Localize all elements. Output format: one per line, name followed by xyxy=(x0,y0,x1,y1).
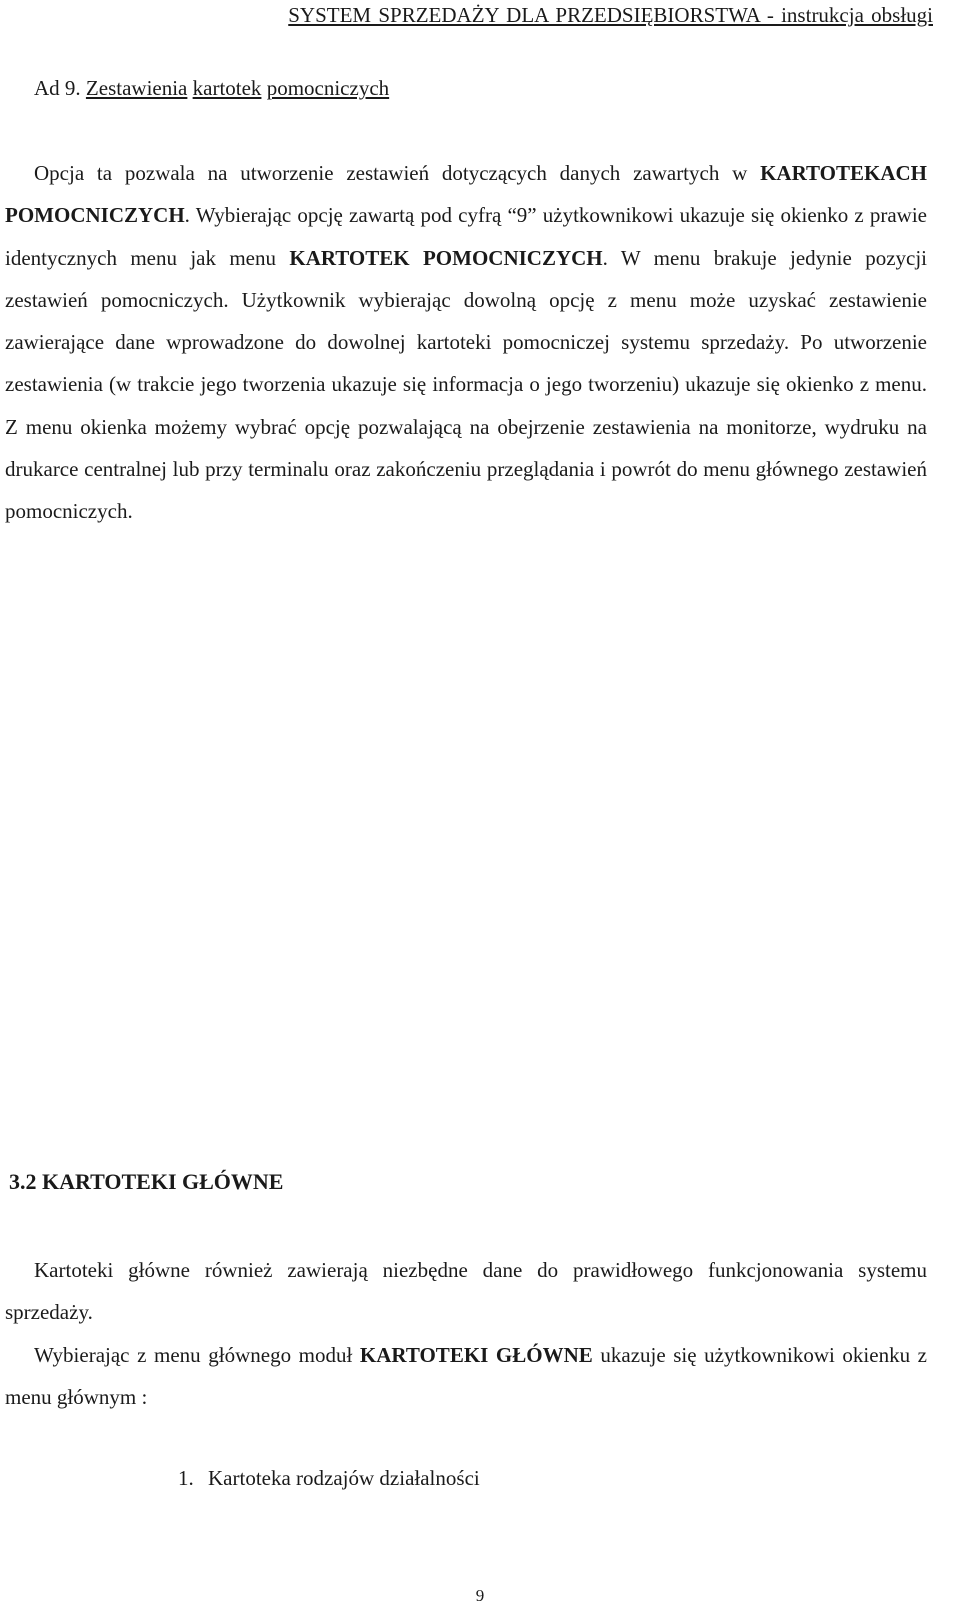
paragraph-zestawienia xyxy=(5,152,927,533)
list-item xyxy=(178,1466,480,1491)
bold-term: KARTOTEKACH POMOCNICZYCH xyxy=(5,161,927,228)
document-header: SYSTEM SPRZEDAŻY DLA PRZEDSIĘBIORSTWA - instrukcja obsługi xyxy=(288,3,933,27)
paragraph-text: Opcja ta pozwala na utworzenie zestawień dotyczących danych zawartych w xyxy=(34,161,761,185)
bold-term: KARTOTEKI GŁÓWNE xyxy=(359,1343,593,1367)
subsection-heading xyxy=(34,76,389,101)
bold-term: KARTOTEK POMOCNICZYCH xyxy=(289,245,603,270)
paragraph-text: ukazuje się użytkownikowi okienku z menu głównym : xyxy=(5,1343,927,1410)
list-item-number: 1. xyxy=(178,1466,194,1490)
subsection-number: Ad 9. xyxy=(34,76,81,100)
paragraph-kartoteki-glowne: Kartoteki główne również zawierają niezbędne dane do prawidłowego funkcjonowania systemu sprzedaży. xyxy=(5,1258,927,1325)
section-title: 3.2 KARTOTEKI GŁÓWNE xyxy=(9,1169,284,1194)
paragraph-text: . W menu brakuje jedynie pozycji zestawień pomocniczych. Użytkownik wybierając dowolną opcję z menu może uzyskać zestawienie zawierające dane wprowadzone do dowolnej kartoteki pomocniczej systemu sprzedaży. Po utworzenie zestawienia (w trakcie jego tworzenia ukazuje się informacja o jego tworzeniu) ukazuje się okienko z menu. Z menu okienka możemy wybrać opcję pozwalającą na obejrzenie zestawienia na monitorze, wydruku na drukarce centralnej lub przy terminalu oraz zakończeniu przeglądania i powrót do menu głównego zestawień pomocniczych. xyxy=(5,245,928,524)
subsection-title-word: pomocniczych xyxy=(266,76,390,100)
subsection-title-word: kartotek xyxy=(192,76,262,100)
paragraph-menu-glowne xyxy=(5,1334,927,1419)
paragraph-text: Wybierając z menu głównego moduł xyxy=(34,1343,360,1367)
paragraph-text: . Wybierając opcję zawartą pod cyfrą “9” użytkownikowi ukazuje się okienko z prawie identycznych menu jak menu xyxy=(5,203,927,270)
list-item-label: Kartoteka rodzajów działalności xyxy=(208,1466,480,1490)
subsection-title-word: Zestawienia xyxy=(85,76,188,100)
page-number: 9 xyxy=(475,1586,485,1605)
